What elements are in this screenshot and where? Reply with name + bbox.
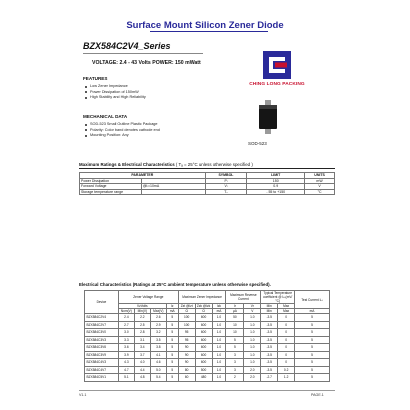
table-row — [85, 374, 330, 382]
value-cell: 95 — [178, 329, 195, 337]
zzt-header: Zzt @Izt — [178, 304, 195, 309]
value-cell: 0 — [278, 329, 295, 337]
value-cell: 600 — [195, 344, 212, 352]
value-cell: 600 — [195, 351, 212, 359]
value-cell: 3.6 — [118, 344, 134, 352]
feature-item: Low Zener Impedance — [85, 84, 146, 90]
value-cell: 3 — [226, 351, 244, 359]
value-cell: 5 — [166, 344, 178, 352]
ratings-rule — [79, 168, 335, 169]
value-cell: 480 — [195, 374, 212, 382]
value-cell: 3.0 — [118, 329, 134, 337]
value-cell: 90 — [178, 351, 195, 359]
value-cell: 5 — [295, 374, 330, 382]
value-cell: 2 — [226, 374, 244, 382]
footer-version: V1.1 — [79, 393, 87, 397]
value-cell: 2.2 — [134, 314, 150, 322]
unit-header: Min — [261, 309, 278, 314]
value-cell: -3.5 — [261, 366, 278, 374]
value-cell: 600 — [195, 329, 212, 337]
value-cell: 2.8 — [134, 329, 150, 337]
value-cell: 100 — [178, 321, 195, 329]
value-cell: 3.2 — [150, 329, 166, 337]
zzk-header: Zzk @Izk — [196, 304, 211, 308]
ratings-heading-bold: Maximum Ratings & Electrical Characteristics — [79, 162, 175, 167]
value-cell: 2.9 — [150, 321, 166, 329]
value-cell: 3 — [226, 366, 244, 374]
column-header: UNITS — [305, 173, 335, 179]
value-cell: 4.1 — [150, 351, 166, 359]
mechanical-item: Polarity: Color band denotes cathode end — [85, 128, 160, 134]
value-cell: 1.0 — [212, 351, 226, 359]
ratings-heading-condition: ( Tₐ = 25°C unless otherwise specified ) — [175, 162, 253, 167]
max-ratings-table — [79, 172, 335, 195]
unit-header: μA — [226, 309, 244, 314]
value-cell: 5 — [226, 344, 244, 352]
value-cell: 90 — [178, 359, 195, 367]
parameter-cell: Power Dissipation — [80, 178, 142, 184]
series-underline — [83, 53, 203, 54]
parameter-cell: Storage temperature range — [80, 189, 142, 195]
voltage-power-line: VOLTAGE: 2.4 - 43 Volts POWER: 150 mWatt — [92, 60, 201, 66]
sod523-package-icon — [256, 100, 280, 134]
footer-rule — [79, 390, 335, 391]
mechanical-list — [85, 122, 160, 139]
value-cell: 5 — [295, 336, 330, 344]
device-header: Device — [85, 291, 119, 314]
limit-cell: 0.9 — [247, 184, 305, 190]
value-cell: 5 — [166, 351, 178, 359]
value-cell: 10 — [226, 329, 244, 337]
table-row — [85, 344, 330, 352]
table-row — [85, 359, 330, 367]
value-cell: 1.0 — [212, 336, 226, 344]
value-cell: 1.0 — [244, 314, 261, 322]
table-row — [85, 336, 330, 344]
table-row — [85, 321, 330, 329]
value-cell: 5 — [295, 366, 330, 374]
value-cell: 0.2 — [278, 366, 295, 374]
unit-header: Max — [278, 309, 295, 314]
value-cell: 1.0 — [244, 329, 261, 337]
package-label: SOD-523 — [248, 141, 267, 146]
device-cell: BZX584C4V7 — [85, 366, 119, 374]
max-header: Max — [278, 304, 295, 309]
device-cell: BZX584C3V9 — [85, 351, 119, 359]
value-cell: 5 — [166, 314, 178, 322]
value-cell: 1.0 — [244, 321, 261, 329]
value-cell: 3.3 — [118, 336, 134, 344]
value-cell: 4.7 — [118, 366, 134, 374]
value-cell: -2.7 — [261, 374, 278, 382]
value-cell: 5 — [295, 359, 330, 367]
mechanical-item: Mounting Position: Any — [85, 133, 160, 139]
vz-volts-header: VzVolts — [118, 304, 166, 309]
value-cell: 5 — [295, 351, 330, 359]
value-cell: 5.0 — [150, 366, 166, 374]
value-cell: -3.5 — [261, 314, 278, 322]
device-cell: BZX584C3V3 — [85, 336, 119, 344]
value-cell: 5 — [295, 321, 330, 329]
features-heading: FEATURES — [83, 76, 108, 81]
value-cell: 0 — [278, 321, 295, 329]
column-header: PARAMETER — [80, 173, 206, 179]
value-cell: 0 — [278, 359, 295, 367]
ir-header: Ir — [226, 304, 244, 309]
features-list — [85, 84, 146, 101]
table-row — [85, 314, 330, 322]
temp-coefficient-header: Typical Temperature coefficient @ Iₖₜ(mV/°C) — [261, 291, 295, 304]
value-cell: 5 — [295, 329, 330, 337]
value-cell: 1.0 — [244, 344, 261, 352]
device-cell: BZX584C4V3 — [85, 359, 119, 367]
value-cell: -3.5 — [261, 351, 278, 359]
device-cell: BZX584C2V7 — [85, 321, 119, 329]
unit-header: Ω — [195, 309, 212, 314]
column-header: LIMIT — [247, 173, 305, 179]
unit-header: mA — [212, 309, 226, 314]
footer-page: PAGE.1 — [311, 393, 324, 397]
value-cell: 3 — [226, 359, 244, 367]
unit-header: Ω — [178, 309, 195, 314]
value-cell: 5.1 — [118, 374, 134, 382]
value-cell: 500 — [195, 366, 212, 374]
max-zener-impedance-header: Maximum Zener Impedance — [178, 291, 226, 304]
test-current-header: Test Current Iₖₜ — [295, 291, 330, 309]
value-cell: 1.0 — [212, 374, 226, 382]
min-header: Min — [261, 304, 278, 309]
document-title: Surface Mount Silicon Zener Diode — [126, 20, 284, 31]
value-cell: 2.7 — [118, 321, 134, 329]
table-row — [80, 189, 335, 195]
unit-header: Nom(V) — [118, 309, 134, 314]
value-cell: 5 — [166, 359, 178, 367]
value-cell: 10 — [226, 321, 244, 329]
value-cell: 4.4 — [134, 366, 150, 374]
brand-name: CHING LONG PACKING — [249, 82, 305, 87]
value-cell: 1.0 — [244, 359, 261, 367]
value-cell: 5 — [166, 374, 178, 382]
electrical-heading: Electrical Characteristics (Ratings at 25°C ambient temperature unless otherwise specified). — [79, 282, 271, 287]
value-cell: 5 — [166, 366, 178, 374]
value-cell: -3.5 — [261, 359, 278, 367]
value-cell: 90 — [178, 344, 195, 352]
value-cell: 3.5 — [150, 336, 166, 344]
ching-long-logo-icon — [262, 50, 292, 80]
value-cell: 1.0 — [212, 321, 226, 329]
value-cell: 600 — [195, 359, 212, 367]
value-cell: 4.3 — [118, 359, 134, 367]
units-cell: mW — [305, 178, 335, 184]
value-cell: 5 — [295, 344, 330, 352]
mechanical-item: SOD-523 Small Outline Plastic Package — [85, 122, 160, 128]
table-row — [85, 351, 330, 359]
value-cell: 2.0 — [244, 366, 261, 374]
limit-cell: - 55 to +150 — [247, 189, 305, 195]
value-cell: 1.0 — [212, 344, 226, 352]
condition-cell — [141, 189, 205, 195]
value-cell: -3.5 — [261, 344, 278, 352]
symbol-cell: Tₛ — [205, 189, 247, 195]
value-cell: 600 — [195, 314, 212, 322]
value-cell: -3.5 — [261, 321, 278, 329]
value-cell: 600 — [195, 321, 212, 329]
column-header: SYMBOL — [205, 173, 247, 179]
symbol-cell: Pₗ — [205, 178, 247, 184]
units-cell: V — [305, 184, 335, 190]
value-cell: 1.0 — [212, 329, 226, 337]
max-reverse-current-header: Maximum Reverse Current — [226, 291, 261, 304]
value-cell: -3.5 — [261, 329, 278, 337]
table-row — [85, 329, 330, 337]
value-cell: 4.6 — [150, 359, 166, 367]
value-cell: 2.6 — [150, 314, 166, 322]
device-cell: BZX584C3V0 — [85, 329, 119, 337]
device-cell: BZX584C2V4 — [85, 314, 119, 322]
unit-header: mA — [166, 309, 178, 314]
value-cell: 600 — [195, 336, 212, 344]
value-cell: 60 — [178, 374, 195, 382]
value-cell: 80 — [178, 366, 195, 374]
value-cell: 3.4 — [134, 344, 150, 352]
series-name: BZX584C2V4_Series — [83, 41, 171, 51]
value-cell: 2.5 — [134, 321, 150, 329]
value-cell: 3.1 — [134, 336, 150, 344]
condition-cell: @Iₗ=10mA — [141, 184, 205, 190]
parameter-cell: Forward Voltage — [80, 184, 142, 190]
value-cell: 5 — [166, 321, 178, 329]
value-cell: 5 — [226, 336, 244, 344]
value-cell: 0 — [278, 336, 295, 344]
units-cell: °C — [305, 189, 335, 195]
device-cell: BZX584C5V1 — [85, 374, 119, 382]
table-row — [85, 366, 330, 374]
value-cell: 3.9 — [118, 351, 134, 359]
value-cell: 5 — [166, 329, 178, 337]
value-cell: 1.0 — [212, 366, 226, 374]
feature-item: Power Dissipation of 150mW — [85, 90, 146, 96]
value-cell: 5.4 — [150, 374, 166, 382]
value-cell: 2.4 — [118, 314, 134, 322]
value-cell: -3.5 — [261, 336, 278, 344]
symbol-cell: Vₗ — [205, 184, 247, 190]
value-cell: 4.0 — [134, 359, 150, 367]
value-cell: 5 — [295, 314, 330, 322]
value-cell: 3.8 — [150, 344, 166, 352]
limit-cell: 150 — [247, 178, 305, 184]
unit-header: mA — [295, 309, 330, 314]
value-cell: 0 — [278, 351, 295, 359]
value-cell: 1.0 — [244, 336, 261, 344]
value-cell: 5 — [166, 336, 178, 344]
value-cell: 1.0 — [212, 314, 226, 322]
feature-item: High Stability and High Reliability — [85, 95, 146, 101]
device-cell: BZX584C3V6 — [85, 344, 119, 352]
title-underline — [150, 31, 268, 32]
value-cell: 95 — [178, 336, 195, 344]
electrical-characteristics-table — [84, 290, 330, 382]
unit-header: Min(V) — [134, 309, 150, 314]
unit-header: V — [244, 309, 261, 314]
mechanical-heading: MECHANICAL DATA — [83, 114, 128, 119]
value-cell: 0 — [278, 314, 295, 322]
electrical-table-body — [85, 314, 330, 382]
zener-voltage-header: Zener Voltage Range — [118, 291, 178, 304]
ratings-heading — [79, 162, 253, 167]
value-cell: 100 — [178, 314, 195, 322]
value-cell: 2.0 — [244, 374, 261, 382]
value-cell: 3.7 — [134, 351, 150, 359]
value-cell: 50 — [226, 314, 244, 322]
value-cell: 4.8 — [134, 374, 150, 382]
value-cell: 1.2 — [278, 374, 295, 382]
value-cell: 1.0 — [212, 359, 226, 367]
izk-header: Izk — [212, 304, 226, 309]
iz-header: Iz — [166, 304, 178, 309]
unit-header: Max(V) — [150, 309, 166, 314]
vr-header: Vr — [244, 304, 261, 309]
value-cell: 0 — [278, 344, 295, 352]
value-cell: 1.0 — [244, 351, 261, 359]
